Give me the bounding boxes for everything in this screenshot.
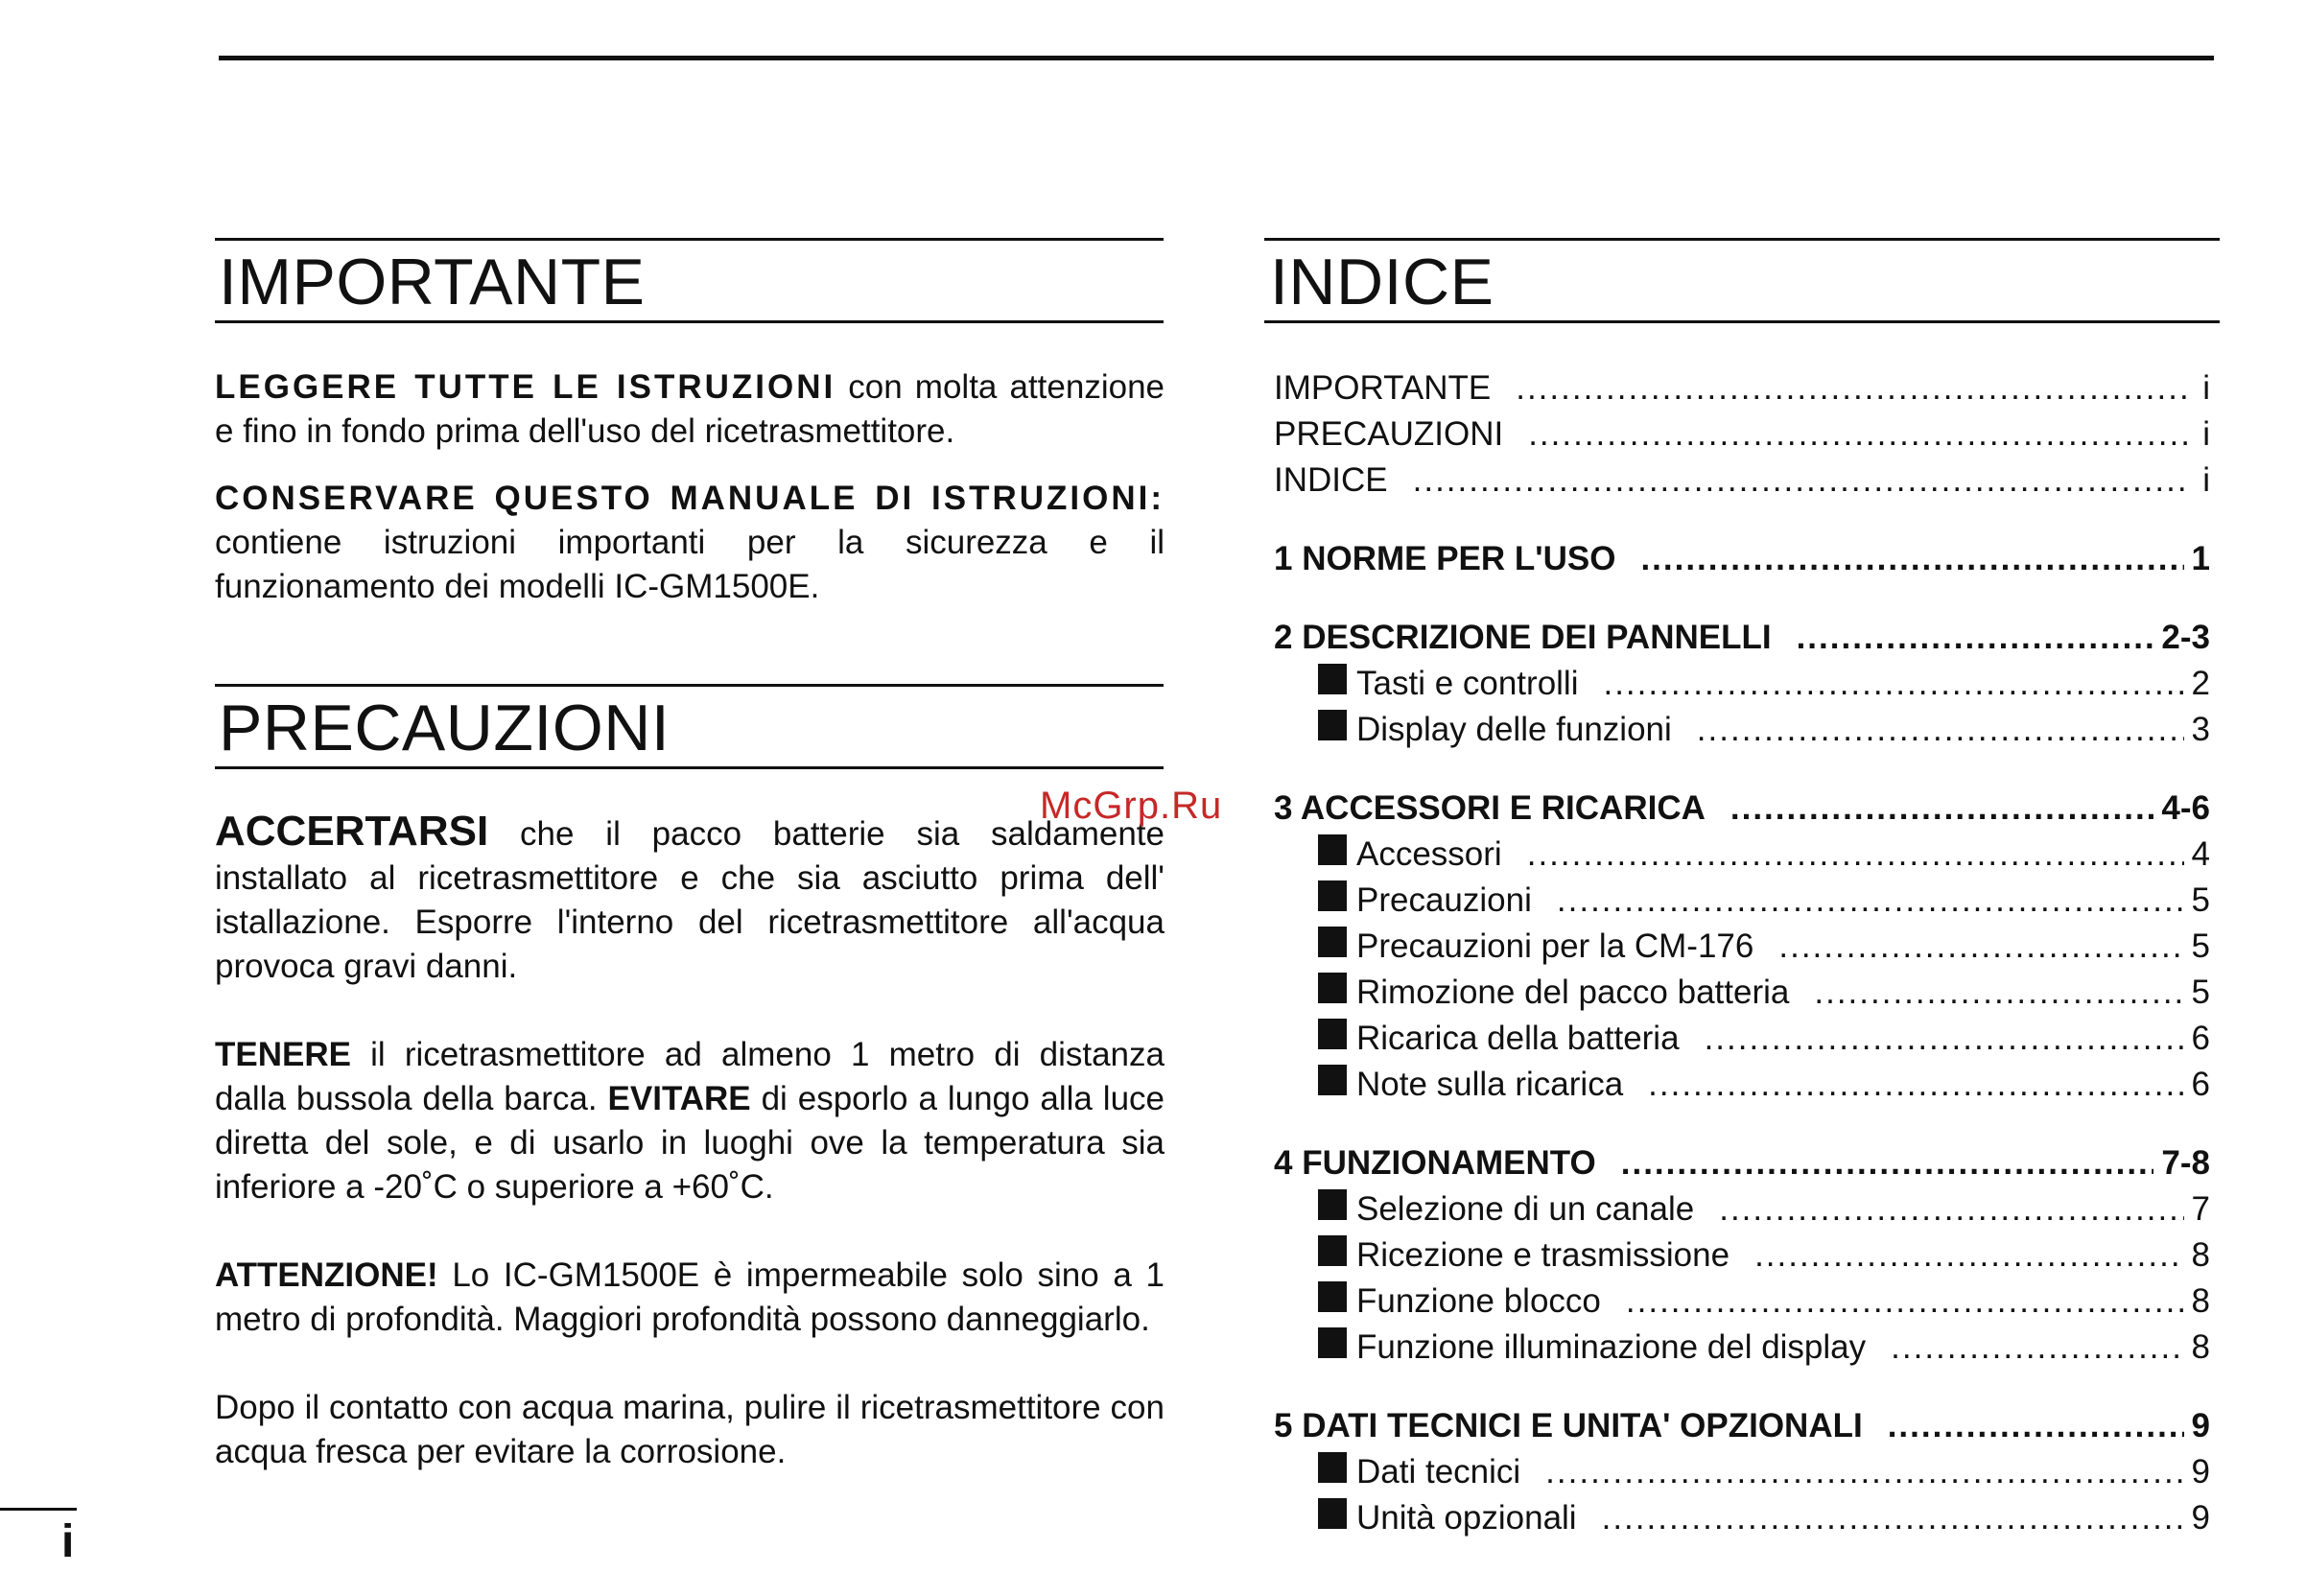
toc-chapter-row[interactable] xyxy=(1264,615,2210,661)
toc-page-number: 5 xyxy=(2191,974,2210,1011)
leggere-text: con molta attenzione e fino in fondo prima dell'uso del ricetrasmettitore. xyxy=(215,368,1165,450)
toc-leader-dots xyxy=(1648,1062,2183,1108)
dopo-paragraph xyxy=(215,1386,1165,1474)
toc-row[interactable] xyxy=(1264,1279,2210,1325)
toc-page-number: 4 xyxy=(2191,835,2210,873)
toc-chapter-row[interactable] xyxy=(1264,1403,2210,1449)
accertarsi-text: che il pacco batterie sia saldamente installato al ricetrasmettitore e che sia asciutto prima dell' istallazione. Esporre l'interno del ricetrasmettitore all'acqua provoca gravi danni. xyxy=(215,815,1165,985)
conservare-text: contiene istruzioni importanti per la sicurezza e il funzionamento dei modelli IC-GM1500E. xyxy=(215,524,1165,605)
toc-group xyxy=(1264,786,2214,1108)
toc-leader-dots xyxy=(1621,1140,2154,1186)
toc-row[interactable] xyxy=(1264,1495,2210,1541)
leggere-bold: LEGGERE TUTTE LE ISTRUZIONI xyxy=(215,368,836,406)
toc-leader-dots xyxy=(1528,411,2187,458)
square-bullet-icon xyxy=(1318,1327,1347,1358)
page-number: i xyxy=(61,1516,75,1567)
toc-leader-dots xyxy=(1557,878,2184,924)
toc-label: 2 DESCRIZIONE DEI PANNELLI xyxy=(1274,619,1772,656)
toc-chapter-row[interactable] xyxy=(1264,786,2210,832)
left-column xyxy=(215,238,1165,1474)
toc-group xyxy=(1264,536,2214,582)
toc-leader-dots xyxy=(1640,536,2183,582)
conservare-paragraph xyxy=(215,477,1165,609)
top-rule xyxy=(219,56,2214,60)
toc-label: Precauzioni xyxy=(1356,881,1532,919)
tenere-text: il ricetrasmettitore ad almeno 1 metro di distanza dalla bussola della barca. xyxy=(215,1036,1165,1117)
toc-chapter-row[interactable] xyxy=(1264,1140,2210,1186)
toc-row[interactable] xyxy=(1264,1232,2210,1279)
toc-leader-dots xyxy=(1730,786,2154,832)
toc-label: Ricezione e trasmissione xyxy=(1356,1236,1730,1274)
toc-page-number: 9 xyxy=(2191,1453,2210,1490)
toc-page-number: 7 xyxy=(2191,1190,2210,1228)
toc-row[interactable] xyxy=(1264,1325,2210,1371)
toc-group xyxy=(1264,615,2214,753)
accertarsi-paragraph xyxy=(215,810,1165,989)
toc-group xyxy=(1264,1403,2214,1541)
square-bullet-icon xyxy=(1318,1189,1347,1220)
toc-leader-dots xyxy=(1413,458,2187,504)
toc-label: Ricarica della batteria xyxy=(1356,1020,1680,1057)
toc-row[interactable] xyxy=(1264,832,2210,878)
toc-leader-dots xyxy=(1545,1449,2183,1495)
toc-row[interactable] xyxy=(1264,1062,2210,1108)
indice-title: INDICE xyxy=(1264,238,2220,323)
toc-page-number: 6 xyxy=(2191,1020,2210,1057)
toc-leader-dots xyxy=(1602,1495,2184,1541)
toc-label: Accessori xyxy=(1356,835,1502,873)
square-bullet-icon xyxy=(1318,1452,1347,1483)
toc-page-number: 1 xyxy=(2191,540,2210,577)
dopo-text: Dopo il contatto con acqua marina, pulire il ricetrasmettitore con acqua fresca per evitare la corrosione. xyxy=(215,1389,1165,1470)
toc-leader-dots xyxy=(1778,924,2183,970)
toc-page-number: 8 xyxy=(2191,1236,2210,1274)
square-bullet-icon xyxy=(1318,973,1347,1003)
square-bullet-icon xyxy=(1318,1498,1347,1529)
square-bullet-icon xyxy=(1318,1019,1347,1049)
toc-label: 5 DATI TECNICI E UNITA' OPZIONALI xyxy=(1274,1407,1863,1444)
toc-leader-dots xyxy=(1697,707,2184,753)
tenere-paragraph xyxy=(215,1033,1165,1209)
square-bullet-icon xyxy=(1318,1065,1347,1095)
table-of-contents xyxy=(1264,365,2214,1541)
toc-leader-dots xyxy=(1891,1325,2183,1371)
toc-leader-dots xyxy=(1705,1016,2184,1062)
toc-row[interactable] xyxy=(1264,924,2210,970)
watermark: McGrp.Ru xyxy=(1040,785,1223,827)
precauzioni-title: PRECAUZIONI xyxy=(215,684,1164,769)
toc-leader-dots xyxy=(1797,615,2154,661)
toc-row[interactable] xyxy=(1264,661,2210,707)
evitare-bold: EVITARE xyxy=(607,1080,751,1117)
toc-label: Display delle funzioni xyxy=(1356,711,1672,748)
leggere-paragraph xyxy=(215,365,1165,454)
toc-label: 1 NORME PER L'USO xyxy=(1274,540,1616,577)
toc-label: Funzione illuminazione del display xyxy=(1356,1328,1867,1366)
square-bullet-icon xyxy=(1318,927,1347,957)
toc-label: Rimozione del pacco batteria xyxy=(1356,974,1790,1011)
toc-label: Note sulla ricarica xyxy=(1356,1066,1624,1103)
toc-page-number: i xyxy=(2202,415,2210,453)
toc-row[interactable] xyxy=(1264,1016,2210,1062)
toc-page-number: i xyxy=(2202,461,2210,499)
toc-row[interactable] xyxy=(1264,365,2210,411)
toc-page-number: 5 xyxy=(2191,881,2210,919)
toc-row[interactable] xyxy=(1264,411,2210,458)
accertarsi-bold: ACCERTARSI xyxy=(215,808,489,855)
square-bullet-icon xyxy=(1318,710,1347,740)
toc-page-number: 2 xyxy=(2191,665,2210,702)
toc-page-number: 9 xyxy=(2191,1407,2210,1444)
toc-leader-dots xyxy=(1626,1279,2184,1325)
toc-leader-dots xyxy=(1814,970,2183,1016)
toc-chapter-row[interactable] xyxy=(1264,536,2210,582)
toc-leader-dots xyxy=(1516,365,2187,411)
toc-page-number: 9 xyxy=(2191,1499,2210,1537)
square-bullet-icon xyxy=(1318,880,1347,911)
toc-group xyxy=(1264,365,2214,504)
toc-label: INDICE xyxy=(1274,461,1388,499)
square-bullet-icon xyxy=(1318,664,1347,694)
toc-page-number: 6 xyxy=(2191,1066,2210,1103)
toc-leader-dots xyxy=(1888,1403,2184,1449)
toc-leader-dots xyxy=(1754,1232,2183,1279)
toc-row[interactable] xyxy=(1264,458,2210,504)
toc-label: Precauzioni per la CM-176 xyxy=(1356,927,1754,965)
square-bullet-icon xyxy=(1318,1235,1347,1266)
toc-page-number: 2-3 xyxy=(2161,619,2210,656)
toc-page-number: 8 xyxy=(2191,1282,2210,1320)
toc-page-number: 7-8 xyxy=(2161,1144,2210,1182)
tenere-bold: TENERE xyxy=(215,1036,351,1073)
page-number-rule xyxy=(0,1508,77,1511)
toc-label: 4 FUNZIONAMENTO xyxy=(1274,1144,1596,1182)
right-column xyxy=(1264,238,2214,1574)
toc-page-number: 5 xyxy=(2191,927,2210,965)
evitare-text: di esporlo a lungo alla luce diretta del sole, e di usarlo in luoghi ove la temperatura sia inferiore a -20˚C o superiore a +60˚C. xyxy=(215,1080,1165,1206)
toc-page-number: 4-6 xyxy=(2161,789,2210,827)
toc-row[interactable] xyxy=(1264,1449,2210,1495)
toc-leader-dots xyxy=(1719,1186,2183,1232)
toc-leader-dots xyxy=(1603,661,2183,707)
toc-row[interactable] xyxy=(1264,707,2210,753)
toc-leader-dots xyxy=(1527,832,2184,878)
conservare-bold: CONSERVARE QUESTO MANUALE DI ISTRUZIONI: xyxy=(215,480,1165,517)
toc-page-number: 8 xyxy=(2191,1328,2210,1366)
toc-label: IMPORTANTE xyxy=(1274,369,1492,407)
importante-title: IMPORTANTE xyxy=(215,238,1164,323)
toc-label: Tasti e controlli xyxy=(1356,665,1579,702)
square-bullet-icon xyxy=(1318,834,1347,865)
attenzione-text: Lo IC-GM1500E è impermeabile solo sino a 1 metro di profondità. Maggiori profondità possono danneggiarlo. xyxy=(215,1256,1165,1338)
toc-label: Unità opzionali xyxy=(1356,1499,1577,1537)
toc-page-number: 3 xyxy=(2191,711,2210,748)
toc-row[interactable] xyxy=(1264,878,2210,924)
toc-page-number: i xyxy=(2202,369,2210,407)
toc-label: 3 ACCESSORI E RICARICA xyxy=(1274,789,1706,827)
toc-label: Selezione di un canale xyxy=(1356,1190,1695,1228)
square-bullet-icon xyxy=(1318,1281,1347,1312)
toc-group xyxy=(1264,1140,2214,1371)
attenzione-bold: ATTENZIONE! xyxy=(215,1256,438,1294)
toc-label: PRECAUZIONI xyxy=(1274,415,1504,453)
toc-label: Funzione blocco xyxy=(1356,1282,1601,1320)
toc-label: Dati tecnici xyxy=(1356,1453,1521,1490)
toc-row[interactable] xyxy=(1264,970,2210,1016)
toc-row[interactable] xyxy=(1264,1186,2210,1232)
attenzione-paragraph xyxy=(215,1254,1165,1342)
